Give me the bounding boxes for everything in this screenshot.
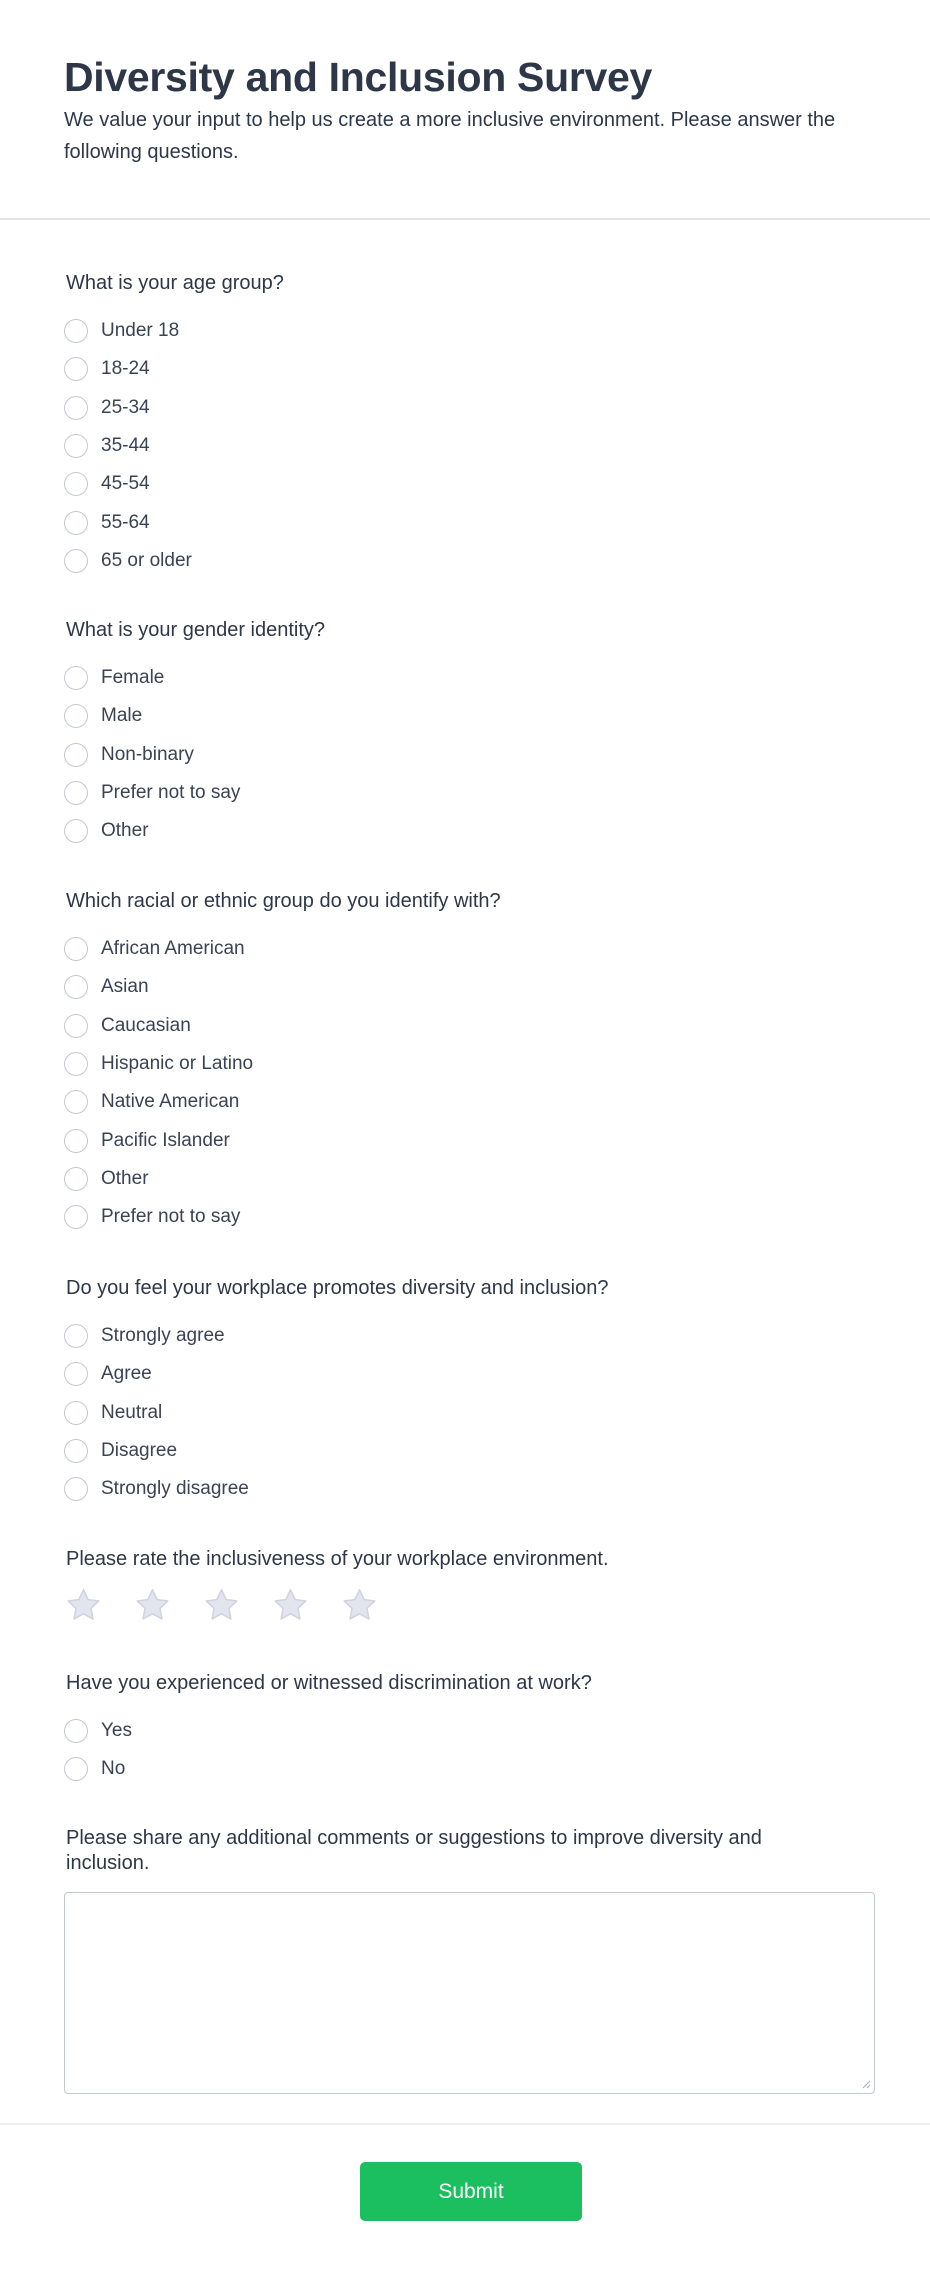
option-label: 65 or older bbox=[101, 549, 192, 571]
option-label: No bbox=[101, 1758, 126, 1780]
radio-option-strongly-agree[interactable] bbox=[64, 1317, 866, 1355]
radio-group-age bbox=[66, 312, 866, 580]
radio-button[interactable] bbox=[64, 937, 88, 961]
radio-option-no[interactable] bbox=[64, 1750, 866, 1788]
comments-textarea[interactable] bbox=[64, 1892, 875, 2094]
resize-handle-icon[interactable] bbox=[861, 2079, 871, 2089]
radio-option-native-american[interactable] bbox=[64, 1083, 866, 1121]
star-icon-1[interactable] bbox=[65, 1587, 102, 1623]
option-label: Prefer not to say bbox=[101, 782, 241, 804]
survey-header bbox=[0, 0, 930, 220]
radio-option-pacific-islander[interactable] bbox=[64, 1121, 866, 1159]
radio-button[interactable] bbox=[64, 319, 88, 343]
radio-button[interactable] bbox=[64, 1362, 88, 1386]
question-label: Do you feel your workplace promotes diversity and inclusion? bbox=[66, 1277, 609, 1299]
option-label: Disagree bbox=[101, 1440, 178, 1462]
radio-option-prefer-not-to-say[interactable] bbox=[64, 1198, 866, 1236]
question-age-group bbox=[66, 271, 866, 580]
radio-button[interactable] bbox=[64, 819, 88, 843]
radio-option-strongly-disagree[interactable] bbox=[64, 1470, 866, 1508]
question-inclusiveness-rating bbox=[66, 1547, 866, 1623]
radio-button[interactable] bbox=[64, 1205, 88, 1229]
radio-option-disagree[interactable] bbox=[64, 1432, 866, 1470]
radio-button[interactable] bbox=[64, 434, 88, 458]
option-label: Agree bbox=[101, 1363, 152, 1385]
radio-option-prefer-not-to-say[interactable] bbox=[64, 774, 866, 812]
star-icon-5[interactable] bbox=[341, 1587, 378, 1623]
question-discrimination bbox=[66, 1671, 866, 1789]
radio-option-caucasian[interactable] bbox=[64, 1007, 866, 1045]
radio-option-african-american[interactable] bbox=[64, 930, 866, 968]
question-label: Please share any additional comments or suggestions to improve diversity and inclusion. bbox=[66, 1827, 762, 1874]
radio-button[interactable] bbox=[64, 1052, 88, 1076]
radio-option-hispanic-or-latino[interactable] bbox=[64, 1045, 866, 1083]
option-label: Hispanic or Latino bbox=[101, 1053, 254, 1075]
radio-button[interactable] bbox=[64, 1324, 88, 1348]
option-label: Caucasian bbox=[101, 1014, 191, 1036]
radio-button[interactable] bbox=[64, 704, 88, 728]
radio-option-yes[interactable] bbox=[64, 1712, 866, 1750]
radio-button[interactable] bbox=[64, 1439, 88, 1463]
option-label: Male bbox=[101, 705, 143, 727]
radio-button[interactable] bbox=[64, 511, 88, 535]
option-label: Neutral bbox=[101, 1401, 163, 1423]
option-label: Yes bbox=[101, 1720, 132, 1742]
option-label: Non-binary bbox=[101, 743, 194, 765]
radio-button[interactable] bbox=[64, 666, 88, 690]
radio-button[interactable] bbox=[64, 1477, 88, 1501]
option-label: Other bbox=[101, 820, 149, 842]
radio-option-25-34[interactable] bbox=[64, 389, 866, 427]
radio-button[interactable] bbox=[64, 743, 88, 767]
option-label: Native American bbox=[101, 1091, 240, 1113]
star-icon-3[interactable] bbox=[203, 1587, 240, 1623]
question-additional-comments bbox=[66, 1826, 846, 1876]
radio-option-asian[interactable] bbox=[64, 968, 866, 1006]
submit-button[interactable]: Submit bbox=[360, 2162, 582, 2221]
radio-button[interactable] bbox=[64, 1757, 88, 1781]
option-label: Prefer not to say bbox=[101, 1206, 241, 1228]
radio-button[interactable] bbox=[64, 1090, 88, 1114]
page-subtitle: We value your input to help us create a more inclusive environment. Please answer the following questions. bbox=[64, 109, 836, 163]
footer-divider bbox=[0, 2123, 930, 2125]
option-label: 35-44 bbox=[101, 435, 150, 457]
radio-button[interactable] bbox=[64, 357, 88, 381]
radio-button[interactable] bbox=[64, 1719, 88, 1743]
radio-option-55-64[interactable] bbox=[64, 503, 866, 541]
radio-button[interactable] bbox=[64, 549, 88, 573]
radio-button[interactable] bbox=[64, 1401, 88, 1425]
radio-option-under-18[interactable] bbox=[64, 312, 866, 350]
page-title: Diversity and Inclusion Survey bbox=[64, 54, 652, 100]
option-label: Female bbox=[101, 667, 165, 689]
question-label: Please rate the inclusiveness of your workplace environment. bbox=[66, 1548, 609, 1570]
option-label: Pacific Islander bbox=[101, 1129, 230, 1151]
question-label: Have you experienced or witnessed discrimination at work? bbox=[66, 1672, 592, 1694]
radio-option-other[interactable] bbox=[64, 812, 866, 850]
radio-button[interactable] bbox=[64, 781, 88, 805]
radio-option-non-binary[interactable] bbox=[64, 736, 866, 774]
radio-option-other[interactable] bbox=[64, 1160, 866, 1198]
question-ethnicity bbox=[66, 889, 866, 1236]
radio-button[interactable] bbox=[64, 1129, 88, 1153]
option-label: Asian bbox=[101, 976, 149, 998]
radio-group-agreement bbox=[66, 1317, 866, 1508]
question-label: Which racial or ethnic group do you identify with? bbox=[66, 890, 501, 912]
radio-button[interactable] bbox=[64, 1014, 88, 1038]
radio-option-male[interactable] bbox=[64, 697, 866, 735]
option-label: Under 18 bbox=[101, 320, 180, 342]
question-gender-identity bbox=[66, 618, 866, 850]
radio-group-ethnicity bbox=[66, 930, 866, 1236]
radio-option-35-44[interactable] bbox=[64, 427, 866, 465]
radio-group-discrimination bbox=[66, 1712, 866, 1789]
option-label: African American bbox=[101, 938, 245, 960]
radio-button[interactable] bbox=[64, 1167, 88, 1191]
star-rating bbox=[65, 1587, 866, 1623]
radio-option-neutral[interactable] bbox=[64, 1394, 866, 1432]
option-label: 18-24 bbox=[101, 358, 150, 380]
radio-option-agree[interactable] bbox=[64, 1355, 866, 1393]
star-icon-2[interactable] bbox=[134, 1587, 171, 1623]
question-workplace-promotes-di bbox=[66, 1276, 866, 1508]
radio-option-65-or-older[interactable] bbox=[64, 542, 866, 580]
question-label: What is your age group? bbox=[66, 272, 284, 294]
radio-option-45-54[interactable] bbox=[64, 465, 866, 503]
option-label: 45-54 bbox=[101, 473, 150, 495]
star-icon-4[interactable] bbox=[272, 1587, 309, 1623]
radio-option-18-24[interactable] bbox=[64, 350, 866, 388]
option-label: Strongly agree bbox=[101, 1325, 225, 1347]
option-label: Other bbox=[101, 1167, 149, 1189]
option-label: 25-34 bbox=[101, 396, 150, 418]
option-label: Strongly disagree bbox=[101, 1478, 249, 1500]
question-label: What is your gender identity? bbox=[66, 619, 326, 641]
radio-option-female[interactable] bbox=[64, 659, 866, 697]
radio-button[interactable] bbox=[64, 472, 88, 496]
radio-button[interactable] bbox=[64, 396, 88, 420]
radio-group-gender bbox=[66, 659, 866, 850]
option-label: 55-64 bbox=[101, 511, 150, 533]
radio-button[interactable] bbox=[64, 975, 88, 999]
